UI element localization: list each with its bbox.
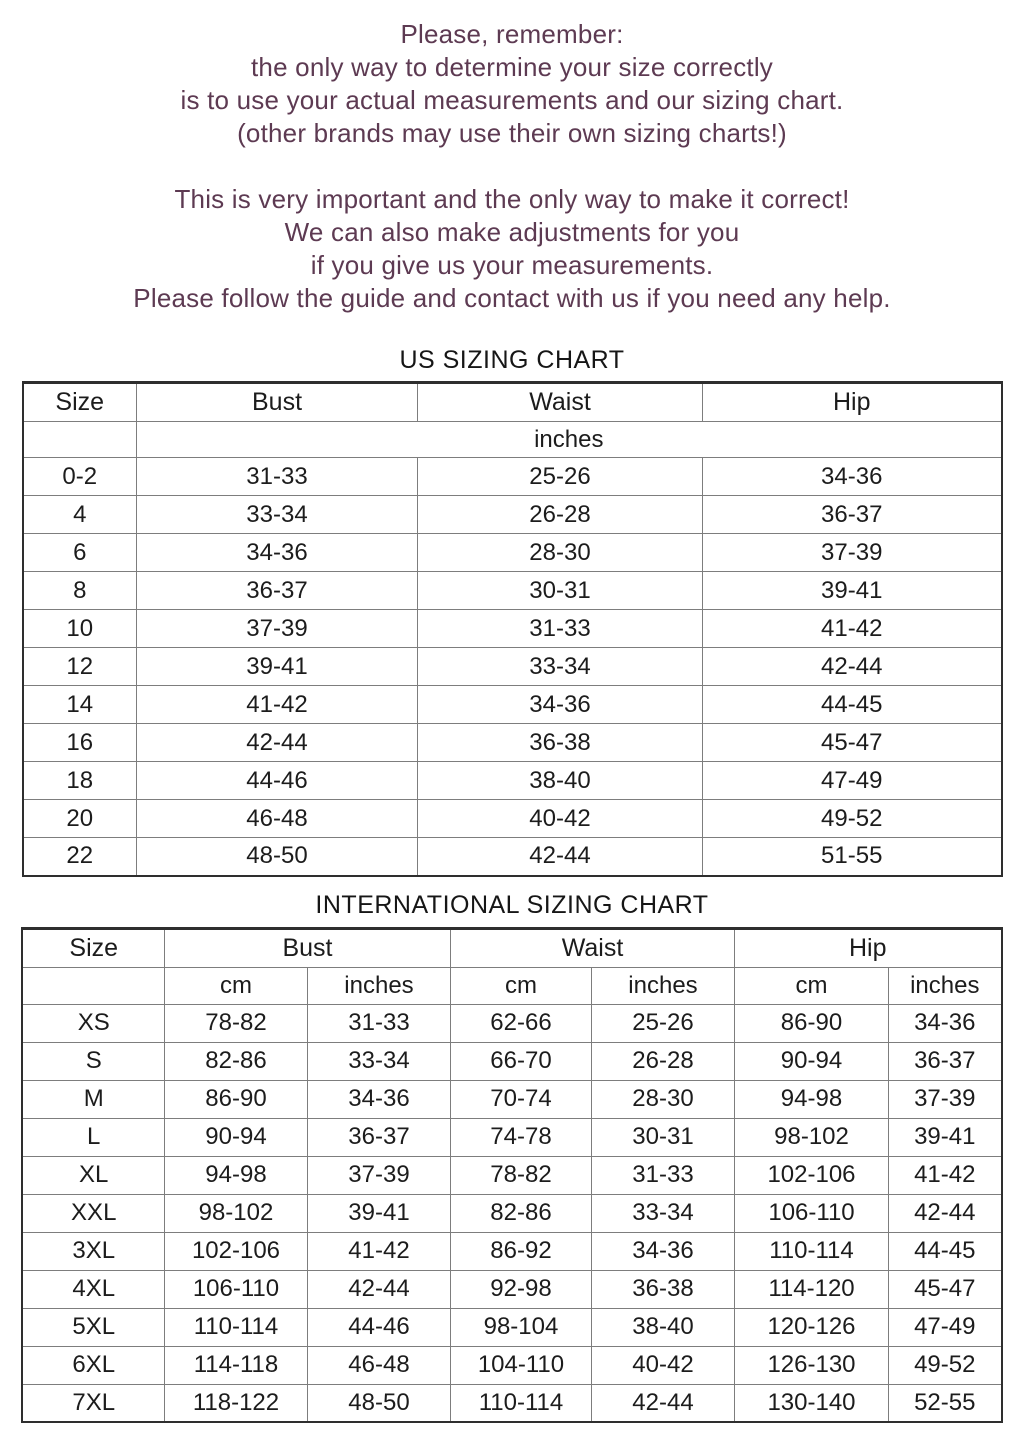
size-cell: 20 — [23, 800, 137, 838]
measurement-cell: 31-33 — [418, 610, 703, 648]
measurement-cell: 42-44 — [137, 724, 418, 762]
measurement-cell: 74-78 — [450, 1118, 591, 1156]
measurement-cell: 114-118 — [164, 1346, 307, 1384]
measurement-cell: 40-42 — [418, 800, 703, 838]
table-row — [23, 838, 1002, 876]
measurement-cell: 36-37 — [889, 1042, 1002, 1080]
measurement-cell: 47-49 — [703, 762, 1002, 800]
measurement-cell: 41-42 — [137, 686, 418, 724]
intl-header-row — [22, 928, 1001, 967]
table-row — [22, 1346, 1001, 1384]
measurement-cell: 90-94 — [735, 1042, 889, 1080]
intl-unit-row — [22, 967, 1001, 1004]
measurement-cell: 34-36 — [889, 1004, 1002, 1042]
measurement-cell: 26-28 — [418, 496, 703, 534]
measurement-cell: 36-38 — [418, 724, 703, 762]
table-row — [23, 648, 1002, 686]
intro-line: Please, remember: — [400, 19, 624, 49]
size-cell: 16 — [23, 724, 137, 762]
size-cell: 7XL — [22, 1384, 164, 1422]
table-row — [22, 1118, 1001, 1156]
table-row — [23, 686, 1002, 724]
measurement-cell: 30-31 — [418, 572, 703, 610]
table-row — [22, 1080, 1001, 1118]
measurement-cell: 25-26 — [591, 1004, 734, 1042]
intro-line: (other brands may use their own sizing charts!) — [237, 118, 787, 148]
intl-col-waist: Waist — [450, 928, 734, 967]
waist-inches-label: inches — [591, 967, 734, 1004]
measurement-cell: 92-98 — [450, 1270, 591, 1308]
measurement-cell: 82-86 — [450, 1194, 591, 1232]
measurement-cell: 98-104 — [450, 1308, 591, 1346]
size-cell: 10 — [23, 610, 137, 648]
measurement-cell: 37-39 — [889, 1080, 1002, 1118]
measurement-cell: 62-66 — [450, 1004, 591, 1042]
us-unit-row — [23, 422, 1002, 458]
measurement-cell: 94-98 — [164, 1156, 307, 1194]
intro-paragraph-2 — [0, 183, 1024, 315]
bust-inches-label: inches — [307, 967, 450, 1004]
measurement-cell: 90-94 — [164, 1118, 307, 1156]
measurement-cell: 110-114 — [735, 1232, 889, 1270]
measurement-cell: 33-34 — [307, 1042, 450, 1080]
empty-cell — [22, 967, 164, 1004]
measurement-cell: 94-98 — [735, 1080, 889, 1118]
table-row — [23, 762, 1002, 800]
size-cell: S — [22, 1042, 164, 1080]
measurement-cell: 42-44 — [889, 1194, 1002, 1232]
table-row — [22, 1384, 1001, 1422]
measurement-cell: 34-36 — [307, 1080, 450, 1118]
measurement-cell: 28-30 — [591, 1080, 734, 1118]
measurement-cell: 45-47 — [703, 724, 1002, 762]
table-row — [23, 458, 1002, 496]
intl-col-size: Size — [22, 928, 164, 967]
measurement-cell: 33-34 — [591, 1194, 734, 1232]
measurement-cell: 33-34 — [418, 648, 703, 686]
intl-col-bust: Bust — [164, 928, 450, 967]
measurement-cell: 102-106 — [164, 1232, 307, 1270]
intro-line: This is very important and the only way to make it correct! — [174, 184, 850, 214]
measurement-cell: 46-48 — [137, 800, 418, 838]
table-row — [23, 724, 1002, 762]
size-cell: M — [22, 1080, 164, 1118]
measurement-cell: 34-36 — [703, 458, 1002, 496]
measurement-cell: 33-34 — [137, 496, 418, 534]
size-cell: 6XL — [22, 1346, 164, 1384]
size-cell: 22 — [23, 838, 137, 876]
us-col-size: Size — [23, 383, 137, 422]
intro-line: if you give us your measurements. — [310, 250, 714, 280]
measurement-cell: 39-41 — [137, 648, 418, 686]
measurement-cell: 114-120 — [735, 1270, 889, 1308]
size-cell: 0-2 — [23, 458, 137, 496]
intl-chart-title: INTERNATIONAL SIZING CHART — [315, 890, 709, 919]
measurement-cell: 44-45 — [889, 1232, 1002, 1270]
intl-col-hip: Hip — [735, 928, 1002, 967]
measurement-cell: 118-122 — [164, 1384, 307, 1422]
us-sizing-table — [22, 381, 1003, 877]
measurement-cell: 38-40 — [591, 1308, 734, 1346]
intro-line: We can also make adjustments for you — [284, 217, 740, 247]
measurement-cell: 47-49 — [889, 1308, 1002, 1346]
measurement-cell: 70-74 — [450, 1080, 591, 1118]
table-row — [22, 1194, 1001, 1232]
measurement-cell: 42-44 — [703, 648, 1002, 686]
measurement-cell: 110-114 — [164, 1308, 307, 1346]
measurement-cell: 104-110 — [450, 1346, 591, 1384]
measurement-cell: 42-44 — [307, 1270, 450, 1308]
table-row — [22, 1042, 1001, 1080]
us-col-bust: Bust — [137, 383, 418, 422]
size-cell: 5XL — [22, 1308, 164, 1346]
measurement-cell: 37-39 — [703, 534, 1002, 572]
table-row — [23, 572, 1002, 610]
measurement-cell: 86-90 — [735, 1004, 889, 1042]
empty-cell — [23, 422, 137, 458]
measurement-cell: 120-126 — [735, 1308, 889, 1346]
measurement-cell: 49-52 — [703, 800, 1002, 838]
measurement-cell: 28-30 — [418, 534, 703, 572]
size-cell: L — [22, 1118, 164, 1156]
measurement-cell: 41-42 — [703, 610, 1002, 648]
measurement-cell: 48-50 — [307, 1384, 450, 1422]
size-cell: XS — [22, 1004, 164, 1042]
measurement-cell: 46-48 — [307, 1346, 450, 1384]
measurement-cell: 51-55 — [703, 838, 1002, 876]
us-col-hip: Hip — [703, 383, 1002, 422]
size-cell: XL — [22, 1156, 164, 1194]
measurement-cell: 31-33 — [137, 458, 418, 496]
measurement-cell: 110-114 — [450, 1384, 591, 1422]
measurement-cell: 31-33 — [591, 1156, 734, 1194]
measurement-cell: 45-47 — [889, 1270, 1002, 1308]
table-row — [22, 1270, 1001, 1308]
measurement-cell: 126-130 — [735, 1346, 889, 1384]
measurement-cell: 36-37 — [703, 496, 1002, 534]
measurement-cell: 98-102 — [164, 1194, 307, 1232]
size-cell: XXL — [22, 1194, 164, 1232]
measurement-cell: 31-33 — [307, 1004, 450, 1042]
measurement-cell: 44-45 — [703, 686, 1002, 724]
international-sizing-table — [21, 927, 1002, 1424]
hip-inches-label: inches — [889, 967, 1002, 1004]
table-row — [22, 1232, 1001, 1270]
measurement-cell: 41-42 — [307, 1232, 450, 1270]
measurement-cell: 36-38 — [591, 1270, 734, 1308]
measurement-cell: 39-41 — [703, 572, 1002, 610]
measurement-cell: 130-140 — [735, 1384, 889, 1422]
size-cell: 8 — [23, 572, 137, 610]
measurement-cell: 34-36 — [591, 1232, 734, 1270]
table-row — [22, 1004, 1001, 1042]
measurement-cell: 106-110 — [735, 1194, 889, 1232]
us-col-waist: Waist — [418, 383, 703, 422]
measurement-cell: 39-41 — [307, 1194, 450, 1232]
size-cell: 18 — [23, 762, 137, 800]
measurement-cell: 38-40 — [418, 762, 703, 800]
table-row — [23, 534, 1002, 572]
measurement-cell: 44-46 — [137, 762, 418, 800]
measurement-cell: 34-36 — [418, 686, 703, 724]
measurement-cell: 78-82 — [450, 1156, 591, 1194]
size-cell: 3XL — [22, 1232, 164, 1270]
hip-cm-label: cm — [735, 967, 889, 1004]
table-row — [23, 800, 1002, 838]
measurement-cell: 66-70 — [450, 1042, 591, 1080]
table-row — [23, 610, 1002, 648]
bust-cm-label: cm — [164, 967, 307, 1004]
waist-cm-label: cm — [450, 967, 591, 1004]
measurement-cell: 36-37 — [137, 572, 418, 610]
measurement-cell: 49-52 — [889, 1346, 1002, 1384]
intro-line: Please follow the guide and contact with us if you need any help. — [133, 283, 891, 313]
table-row — [23, 496, 1002, 534]
intro-line: is to use your actual measurements and our sizing chart. — [180, 85, 844, 115]
measurement-cell: 37-39 — [137, 610, 418, 648]
measurement-cell: 25-26 — [418, 458, 703, 496]
intro-paragraph-1 — [0, 18, 1024, 150]
measurement-cell: 106-110 — [164, 1270, 307, 1308]
measurement-cell: 82-86 — [164, 1042, 307, 1080]
measurement-cell: 26-28 — [591, 1042, 734, 1080]
measurement-cell: 34-36 — [137, 534, 418, 572]
measurement-cell: 36-37 — [307, 1118, 450, 1156]
measurement-cell: 42-44 — [591, 1384, 734, 1422]
measurement-cell: 52-55 — [889, 1384, 1002, 1422]
table-row — [22, 1308, 1001, 1346]
us-header-row — [23, 383, 1002, 422]
measurement-cell: 40-42 — [591, 1346, 734, 1384]
paragraph-gap — [0, 150, 1024, 183]
measurement-cell: 86-92 — [450, 1232, 591, 1270]
size-cell: 12 — [23, 648, 137, 686]
measurement-cell: 42-44 — [418, 838, 703, 876]
intro-text-block — [0, 18, 1024, 315]
measurement-cell: 78-82 — [164, 1004, 307, 1042]
measurement-cell: 98-102 — [735, 1118, 889, 1156]
measurement-cell: 39-41 — [889, 1118, 1002, 1156]
us-unit-label: inches — [137, 422, 1002, 458]
size-cell: 6 — [23, 534, 137, 572]
measurement-cell: 102-106 — [735, 1156, 889, 1194]
measurement-cell: 41-42 — [889, 1156, 1002, 1194]
measurement-cell: 30-31 — [591, 1118, 734, 1156]
size-cell: 14 — [23, 686, 137, 724]
table-row — [22, 1156, 1001, 1194]
measurement-cell: 86-90 — [164, 1080, 307, 1118]
intro-line: the only way to determine your size correctly — [251, 52, 773, 82]
measurement-cell: 44-46 — [307, 1308, 450, 1346]
us-chart-title: US SIZING CHART — [399, 346, 625, 374]
measurement-cell: 48-50 — [137, 838, 418, 876]
size-cell: 4XL — [22, 1270, 164, 1308]
size-cell: 4 — [23, 496, 137, 534]
measurement-cell: 37-39 — [307, 1156, 450, 1194]
